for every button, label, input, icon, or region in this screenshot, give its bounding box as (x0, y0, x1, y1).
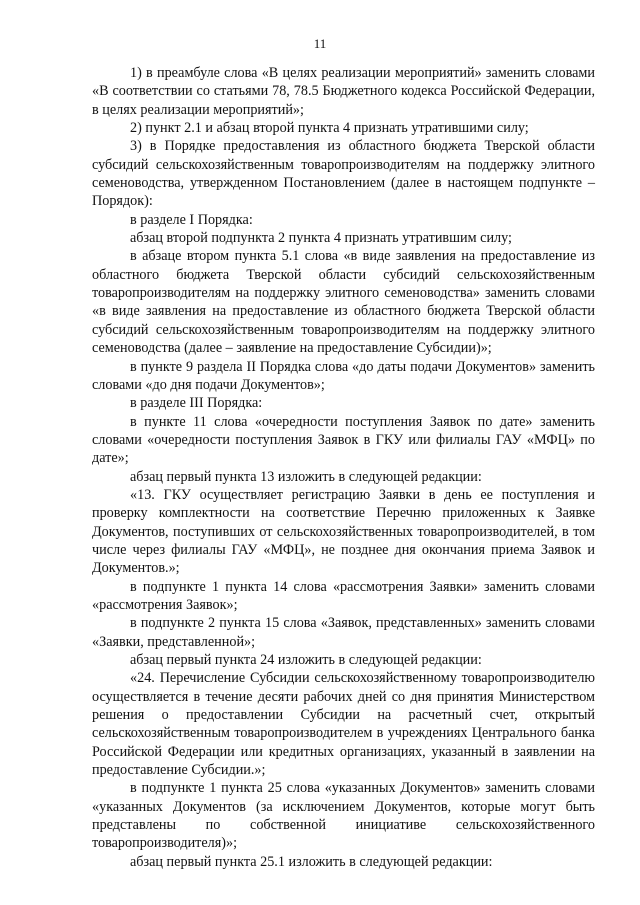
paragraph-item-14: в подпункте 1 пункта 14 слова «рассмотрения Заявки» заменить словами «рассмотрения Заявок»; (92, 578, 595, 613)
paragraph-item-9: в пункте 9 раздела II Порядка слова «до даты подачи Документов» заменить словами «до дня подачи Документов»; (92, 358, 595, 393)
paragraph-item-24-intro: абзац первый пункта 24 изложить в следующей редакции: (130, 652, 482, 668)
paragraph-item-11: в пункте 11 слова «очередности поступления Заявок по дате» заменить словами «очередности поступления Заявок в ГКУ или филиалы ГАУ «МФЦ» по дате»; (92, 413, 595, 467)
paragraph-item-5-1: в абзаце втором пункта 5.1 слова «в виде заявления на предоставление из областного бюджета Тверской области субсидий сельскохозяйственным товаропроизводителям на поддержку элитного семеноводства» заменить словами «в виде заявления на предоставление из областного бюджета Тверской области субсидий сельскохозяйственным товаропроизводителям на поддержку элитного семеноводства (далее – заявление на предоставление Субсидии)»; (92, 248, 595, 357)
paragraph-item-13-intro: абзац первый пункта 13 изложить в следующей редакции: (130, 468, 482, 485)
page-number: 11 (313, 36, 327, 51)
paragraph-item-15: в подпункте 2 пункта 15 слова «Заявок, представленных» заменить словами «Заявки, представленной»; (92, 615, 595, 650)
paragraph-repeal-subitem-2: абзац второй подпункта 2 пункта 4 признать утратившим силу; (130, 230, 512, 247)
paragraph-section-1-heading: в разделе I Порядка: (130, 211, 253, 228)
paragraph-preamble-amendment: 1) в преамбуле слова «В целях реализации мероприятий» заменить словами «В соответствии со статьями 78, 78.5 Бюджетного кодекса Российской Федерации, в целях реализации мероприятий»; (92, 65, 595, 118)
paragraph-repeal-2-1: 2) пункт 2.1 и абзац второй пункта 4 признать утратившими силу; (130, 120, 529, 137)
paragraph-item-25: в подпункте 1 пункта 25 слова «указанных Документов» заменить словами «указанных Документов (за исключением Документов, которые могут быть представлены по собственной инициативе сельскохозяйственного товаропроизводителя)»; (92, 780, 595, 852)
paragraph-section-3-heading: в разделе III Порядка: (130, 395, 263, 412)
paragraph-item-13-text: «13. ГКУ осуществляет регистрацию Заявки в день ее поступления и проверку комплектности на соответствие Перечню приложенных к Заявке Документов, поступивших от сельскохозяйственных товаропроизводителей, в том числе через филиалы ГАУ «МФЦ», не позднее дня окончания приема Заявок и Документов.»; (92, 486, 595, 577)
paragraph-item-25-1-intro: абзац первый пункта 25.1 изложить в следующей редакции: (130, 853, 493, 870)
paragraph-procedure-amendments: 3) в Порядке предоставления из областного бюджета Тверской области субсидий сельскохозяйственным товаропроизводителям на поддержку элитного семеноводства, утвержденном Постановлением (далее в настоящем подпункте – Порядок): (92, 138, 595, 210)
document-body (92, 64, 595, 871)
paragraph-item-24-text: «24. Перечисление Субсидии сельскохозяйственному товаропроизводителю осуществляется в течение десяти рабочих дней со дня принятия Министерством решения о предоставлении Субсидии на расчетный счет, открытый сельскохозяйственным товаропроизводителем в учреждениях Центрального банка Российской Федерации или кредитных организациях, указанный в заявлении на предоставление Субсидии.»; (92, 670, 595, 779)
